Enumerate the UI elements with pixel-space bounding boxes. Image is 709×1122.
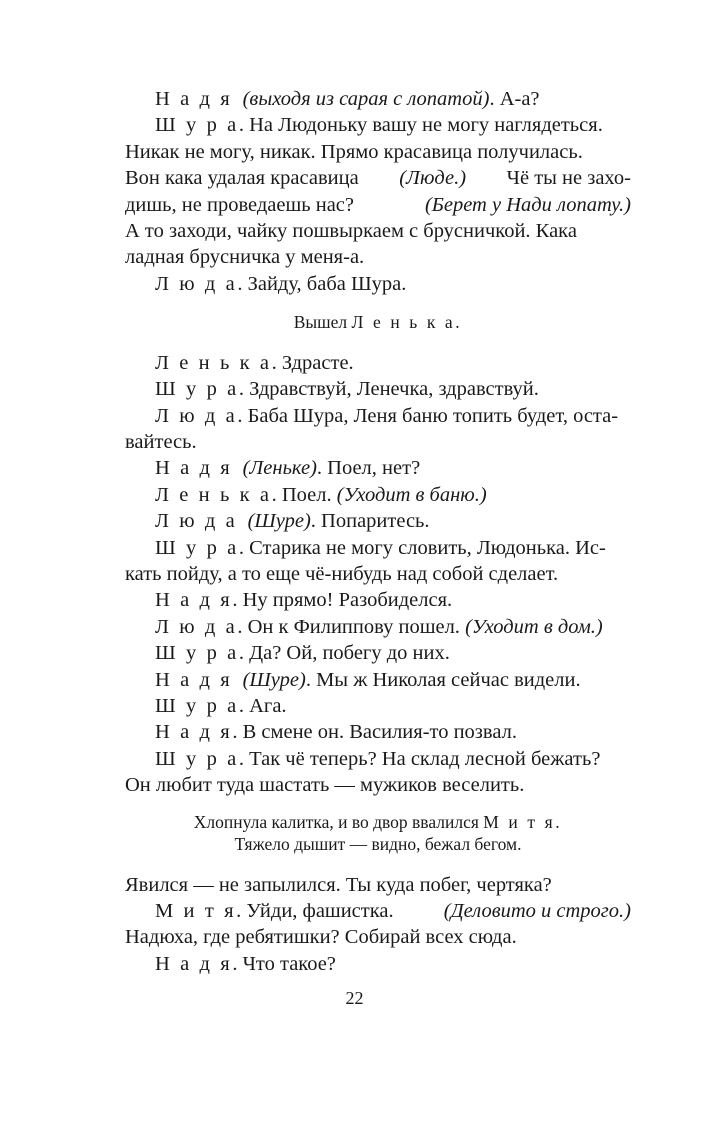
speaker-nadya: Н а д я — [155, 589, 233, 612]
text-line: А то заходи, чайку пошвыркаем с брусничкой. Кака — [125, 220, 577, 243]
dialogue-line — [125, 535, 631, 561]
speech: . В смене он. Василия-то позвал. — [232, 721, 517, 744]
speech: . На Людоньку вашу не могу наглядеться. — [238, 114, 603, 137]
text-line: Явился — не запылился. Ты куда побег, чертяка? — [125, 873, 552, 896]
speech: Вон кака удалая красавица — [125, 167, 359, 190]
speaker-shura: Ш у р а — [155, 536, 239, 559]
speaker-lenka: Л е н ь к а — [155, 483, 272, 506]
dialogue-line — [125, 898, 631, 924]
speaker-nadya: Н а д я — [155, 457, 233, 480]
stage-remark: (Шуре) — [242, 668, 306, 691]
dialogue-line — [125, 112, 631, 138]
stage-remark: (Уходит в дом.) — [465, 615, 603, 638]
speaker-nadya: Н а д я — [155, 952, 233, 975]
stage-remark: (Леньке) — [242, 457, 317, 480]
dialogue-line — [125, 271, 631, 297]
stage-text: Вышел — [293, 312, 348, 333]
stage-direction — [125, 311, 631, 334]
text-line — [125, 192, 631, 218]
dialogue-line — [125, 693, 631, 719]
speaker-lyuda: Л ю д а — [155, 510, 238, 533]
speech: . Поел. — [271, 483, 332, 506]
speech: . Здравствуй, Ленечка, здравствуй. — [238, 378, 539, 401]
stage-text: Тяжело дышит — видно, бежал бегом. — [234, 834, 522, 855]
stage-remark: (Деловито и строго.) — [443, 900, 631, 923]
stage-remark: (Берет у Нади лопату.) — [424, 193, 631, 216]
text-line: кать пойду, а то еще чё-нибудь над собой сделает. — [125, 563, 559, 585]
dialogue-line — [125, 86, 631, 112]
play-text — [125, 86, 631, 977]
dialogue-line — [125, 508, 631, 534]
dialogue-line — [125, 951, 631, 977]
speech: . Он к Филиппову пошел. — [237, 615, 460, 638]
page-number: 22 — [345, 988, 364, 1008]
dialogue-line — [125, 376, 631, 402]
stage-remark: (Уходит в баню.) — [336, 483, 487, 506]
dialogue-line — [125, 614, 631, 640]
speech: Чё ты не захо- — [506, 167, 631, 190]
dialogue-line — [125, 403, 631, 429]
speech: . Да? Ой, побегу до них. — [238, 642, 450, 665]
dialogue-line — [125, 640, 631, 666]
dialogue-line — [125, 719, 631, 745]
speech: дишь, не проведаешь нас? — [125, 193, 354, 216]
speech: . Попаритесь. — [310, 510, 430, 533]
dialogue-line — [125, 667, 631, 693]
text-line: ладная брусничка у меня-а. — [125, 246, 365, 269]
speech: . Так чё теперь? На склад лесной бежать? — [238, 747, 601, 770]
dialogue-line — [125, 350, 631, 376]
speaker-shura: Ш у р а — [155, 642, 239, 665]
stage-character: Л е н ь к а. — [351, 312, 463, 333]
speech: . Мы ж Николая сейчас видели. — [305, 668, 581, 691]
stage-character: М и т я. — [483, 811, 563, 832]
speaker-nadya: Н а д я — [155, 88, 233, 110]
speaker-nadya: Н а д я — [155, 721, 233, 744]
stage-text: Хлопнула калитка, и во двор ввалился — [193, 811, 479, 832]
speaker-shura: Ш у р а — [155, 747, 239, 770]
speaker-lyuda: Л ю д а — [155, 615, 238, 638]
speaker-shura: Ш у р а — [155, 378, 239, 401]
speaker-nadya: Н а д я — [155, 668, 233, 691]
speech: . Уйди, фашистка. — [236, 900, 394, 923]
speech: . Ну прямо! Разобиделся. — [232, 589, 453, 612]
speaker-lenka: Л е н ь к а — [155, 351, 272, 374]
speaker-mitya: М и т я — [155, 900, 237, 923]
speech: . Что такое? — [232, 952, 336, 975]
speech: . Баба Шура, Леня баню топить будет, оста- — [237, 404, 619, 427]
speech: . Поел, нет? — [316, 457, 421, 480]
stage-direction — [125, 811, 631, 856]
speech: . Ага. — [238, 695, 287, 718]
speaker-shura: Ш у р а — [155, 695, 239, 718]
stage-remark: (Шуре) — [247, 510, 311, 533]
dialogue-line — [125, 482, 631, 508]
text-line: Никак не могу, никак. Прямо красавица получилась. — [125, 140, 583, 163]
dialogue-line — [125, 746, 631, 772]
text-line — [125, 165, 631, 191]
stage-remark: (выходя из сарая с лопатой) — [242, 88, 490, 110]
dialogue-line — [125, 587, 631, 613]
text-line: Надюха, где ребятишки? Собирай всех сюда. — [125, 926, 517, 949]
dialogue-line — [125, 455, 631, 481]
speech: . Здрасте. — [271, 351, 354, 374]
stage-remark: (Люде.) — [399, 167, 467, 190]
speech: . А-а? — [489, 88, 540, 110]
speaker-shura: Ш у р а — [155, 114, 239, 137]
text-line: Он любит туда шастать — мужиков веселить. — [125, 774, 525, 797]
speech: . Старика не могу словить, Людонька. Ис- — [238, 536, 606, 559]
speech: . Зайду, баба Шура. — [237, 272, 407, 295]
text-line: вайтесь. — [125, 430, 197, 453]
speaker-lyuda: Л ю д а — [155, 404, 238, 427]
speaker-lyuda: Л ю д а — [155, 272, 238, 295]
